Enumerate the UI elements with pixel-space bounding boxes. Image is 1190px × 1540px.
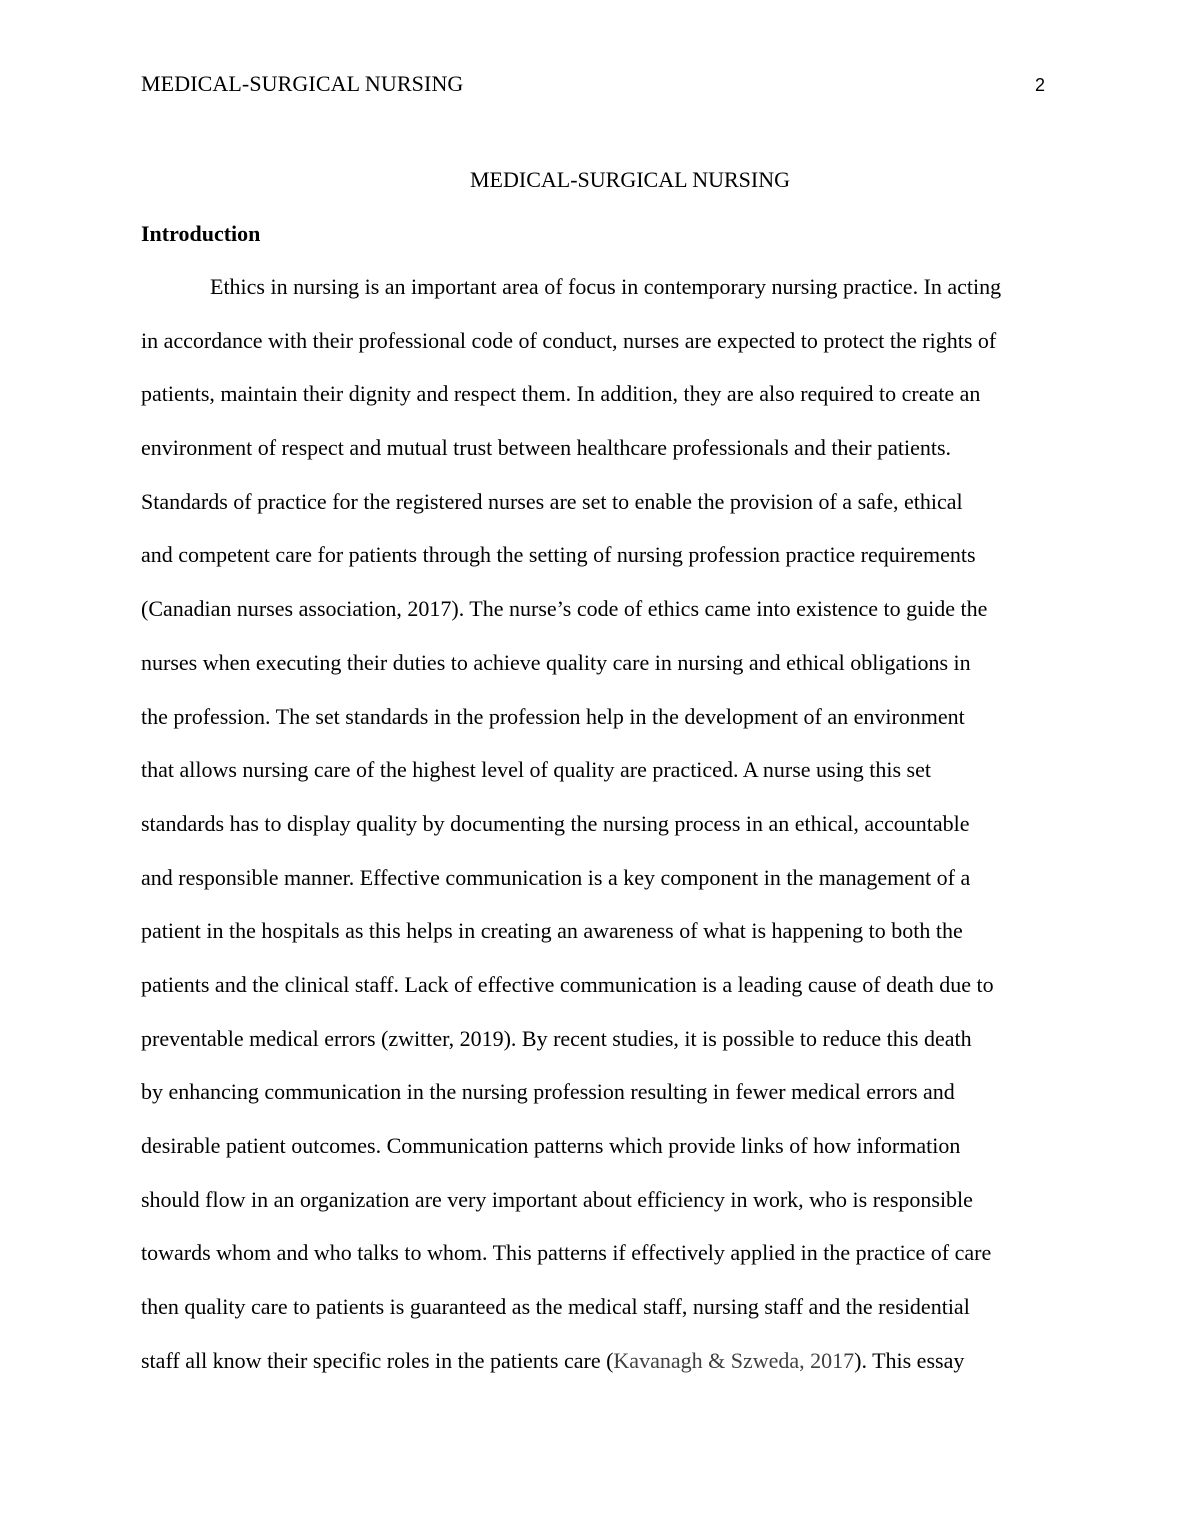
body-line: by enhancing communication in the nursing profession resulting in fewer medical errors and — [141, 1079, 955, 1105]
document-title: MEDICAL-SURGICAL NURSING — [469, 167, 791, 192]
body-line: nurses when executing their duties to achieve quality care in nursing and ethical obligations in — [141, 649, 971, 675]
body-text: staff all know their specific roles in the patients care ( — [141, 1347, 614, 1373]
body-line: in accordance with their professional code of conduct, nurses are expected to protect the rights of — [141, 327, 997, 353]
body-text: ). This essay — [854, 1347, 965, 1373]
body-line: that allows nursing care of the highest level of quality are practiced. A nurse using this set — [141, 757, 931, 783]
body-line: towards whom and who talks to whom. This patterns if effectively applied in the practice of care — [141, 1240, 992, 1266]
running-head: MEDICAL-SURGICAL NURSING — [141, 71, 464, 96]
body-line: should flow in an organization are very important about efficiency in work, who is responsible — [141, 1186, 973, 1212]
body-line: standards has to display quality by documenting the nursing process in an ethical, accountable — [141, 810, 970, 836]
body-line-last — [141, 1334, 1061, 1388]
body-line: patients and the clinical staff. Lack of effective communication is a leading cause of death due to — [141, 971, 994, 997]
body-line: patient in the hospitals as this helps in creating an awareness of what is happening to both the — [141, 918, 963, 944]
body-line: desirable patient outcomes. Communication patterns which provide links of how information — [141, 1133, 961, 1158]
citation: Kavanagh & Szweda, 2017 — [613, 1347, 855, 1373]
body-line: environment of respect and mutual trust between healthcare professionals and their patients. — [141, 435, 952, 461]
body-line: and responsible manner. Effective communication is a key component in the management of a — [141, 864, 971, 890]
body-line: (Canadian nurses association, 2017). The nurse’s code of ethics came into existence to guide the — [141, 596, 988, 622]
body-line: patients, maintain their dignity and respect them. In addition, they are also required to create an — [141, 381, 981, 407]
page-number: 2 — [1034, 75, 1045, 95]
body-line: Ethics in nursing is an important area of focus in contemporary nursing practice. In acting — [210, 274, 1002, 299]
body-paragraph — [141, 260, 1061, 1387]
body-line: then quality care to patients is guaranteed as the medical staff, nursing staff and the residential — [141, 1294, 970, 1320]
body-line: preventable medical errors (zwitter, 2019). By recent studies, it is possible to reduce this death — [141, 1025, 972, 1051]
body-line: and competent care for patients through the setting of nursing profession practice requirements — [141, 542, 976, 568]
section-heading-introduction: Introduction — [141, 221, 261, 246]
body-line: Standards of practice for the registered nurses are set to enable the provision of a safe, ethical — [141, 488, 963, 514]
body-line: the profession. The set standards in the profession help in the development of an environment — [141, 703, 965, 729]
